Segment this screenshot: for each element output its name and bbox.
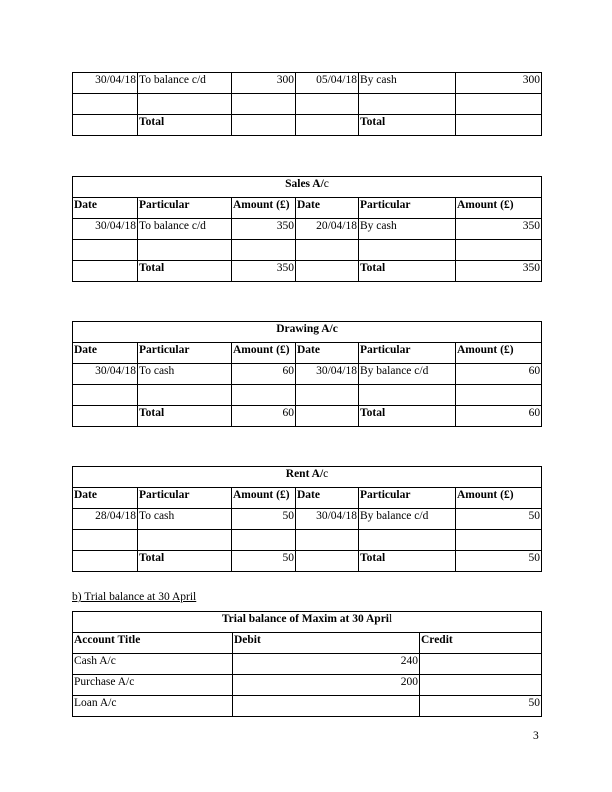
table-row <box>73 675 542 696</box>
credit-cell <box>420 654 542 675</box>
amount-cell: 50 <box>232 509 296 530</box>
particular-cell: To balance c/d <box>138 73 232 94</box>
particular-cell: To balance c/d <box>138 219 232 240</box>
account-cell: Purchase A/c <box>73 675 233 696</box>
amount-cell: 350 <box>456 219 542 240</box>
date-cell: 30/04/18 <box>73 364 138 385</box>
column-header: Date <box>73 343 138 364</box>
date-cell: 30/04/18 <box>73 219 138 240</box>
total-row <box>73 115 542 136</box>
total-label: Total <box>138 261 232 282</box>
particular-cell: By balance c/d <box>359 364 456 385</box>
table-row <box>73 530 542 551</box>
date-cell: 30/04/18 <box>296 364 359 385</box>
table-row <box>73 364 542 385</box>
column-header: Particular <box>359 488 456 509</box>
total-amount-left: 350 <box>232 261 296 282</box>
column-header: Debit <box>233 633 420 654</box>
date-cell: 20/04/18 <box>296 219 359 240</box>
column-header: Account Title <box>73 633 233 654</box>
account-cell: Cash A/c <box>73 654 233 675</box>
amount-cell: 60 <box>456 364 542 385</box>
column-header: Particular <box>359 198 456 219</box>
table-row <box>73 696 542 717</box>
total-label: Total <box>138 115 232 136</box>
header-row <box>73 343 542 364</box>
date-cell: 28/04/18 <box>73 509 138 530</box>
total-amount-left <box>232 115 296 136</box>
total-amount-right: 60 <box>456 406 542 427</box>
total-amount-left: 50 <box>232 551 296 572</box>
total-label: Total <box>359 261 456 282</box>
column-header: Particular <box>138 488 232 509</box>
column-header: Amount (£) <box>232 198 296 219</box>
header-row <box>73 198 542 219</box>
credit-cell <box>420 675 542 696</box>
amount-cell: 350 <box>232 219 296 240</box>
table-row <box>73 94 542 115</box>
table-row <box>73 509 542 530</box>
date-cell: 30/04/18 <box>296 509 359 530</box>
debit-cell: 200 <box>233 675 420 696</box>
debit-cell <box>233 696 420 717</box>
total-label: Total <box>359 115 456 136</box>
credit-cell: 50 <box>420 696 542 717</box>
amount-cell: 60 <box>232 364 296 385</box>
total-label: Total <box>138 551 232 572</box>
date-cell: 30/04/18 <box>73 73 138 94</box>
section-heading: b) Trial balance at 30 April <box>72 591 197 603</box>
date-cell: 05/04/18 <box>296 73 359 94</box>
header-row <box>73 488 542 509</box>
total-amount-left: 60 <box>232 406 296 427</box>
account-cell: Loan A/c <box>73 696 233 717</box>
total-amount-right: 350 <box>456 261 542 282</box>
rent-account-table <box>72 466 542 572</box>
amount-cell: 300 <box>456 73 542 94</box>
table-row <box>73 385 542 406</box>
column-header: Amount (£) <box>232 488 296 509</box>
debit-cell: 240 <box>233 654 420 675</box>
table-row <box>73 240 542 261</box>
column-header: Date <box>73 198 138 219</box>
table-row <box>73 73 542 94</box>
column-header: Amount (£) <box>456 488 542 509</box>
total-amount-right <box>456 115 542 136</box>
particular-cell: By balance c/d <box>359 509 456 530</box>
amount-cell: 50 <box>456 509 542 530</box>
table-title: Drawing A/c <box>73 322 542 343</box>
column-header: Date <box>296 343 359 364</box>
total-label: Total <box>138 406 232 427</box>
column-header: Amount (£) <box>232 343 296 364</box>
column-header: Amount (£) <box>456 198 542 219</box>
trial-balance-table <box>72 611 542 717</box>
sales-account-table <box>72 176 542 282</box>
column-header: Particular <box>359 343 456 364</box>
total-row <box>73 551 542 572</box>
particular-cell: By cash <box>359 73 456 94</box>
account-table-top <box>72 72 542 136</box>
column-header: Particular <box>138 198 232 219</box>
column-header: Date <box>296 488 359 509</box>
drawing-account-table <box>72 321 542 427</box>
column-header: Credit <box>420 633 542 654</box>
total-amount-right: 50 <box>456 551 542 572</box>
column-header: Date <box>296 198 359 219</box>
amount-cell: 300 <box>232 73 296 94</box>
page-number: 3 <box>533 730 539 742</box>
particular-cell: To cash <box>138 509 232 530</box>
total-label: Total <box>359 551 456 572</box>
particular-cell: By cash <box>359 219 456 240</box>
column-header: Particular <box>138 343 232 364</box>
total-row <box>73 406 542 427</box>
table-title: Trial balance of Maxim at 30 April <box>73 612 542 633</box>
header-row <box>73 633 542 654</box>
table-title: Rent A/c <box>73 467 542 488</box>
total-row <box>73 261 542 282</box>
table-row <box>73 219 542 240</box>
column-header: Date <box>73 488 138 509</box>
column-header: Amount (£) <box>456 343 542 364</box>
table-title: Sales A/c <box>73 177 542 198</box>
particular-cell: To cash <box>138 364 232 385</box>
table-row <box>73 654 542 675</box>
total-label: Total <box>359 406 456 427</box>
